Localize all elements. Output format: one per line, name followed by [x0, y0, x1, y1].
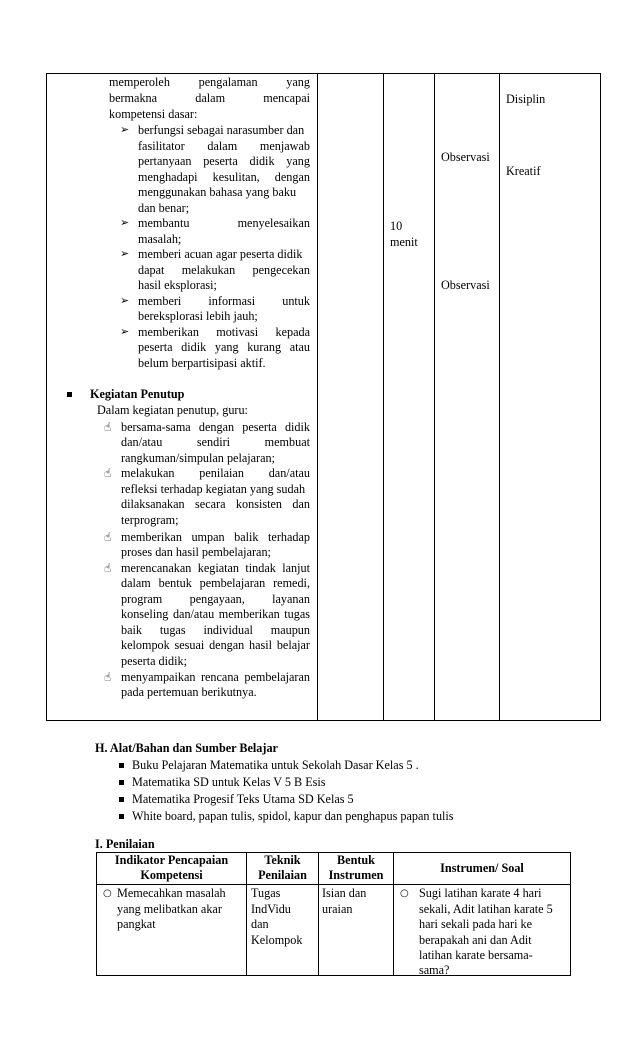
technique-observation: Observasi	[441, 278, 490, 292]
form-text: Isian dan	[322, 886, 367, 900]
resource-item: Matematika Progesif Teks Utama SD Kelas 5	[132, 792, 354, 806]
header-form: Instrumen	[328, 868, 384, 882]
question-text: latihan karate bersama-	[419, 948, 533, 962]
list-item: dapat melakukan pengecekan	[138, 263, 310, 277]
arrow-bullet-icon: ➢	[120, 295, 130, 307]
square-bullet-icon	[119, 763, 124, 768]
list-item: dan/atau sendiri membuat	[121, 435, 310, 449]
list-item: konseling dan/atau memberikan tugas	[121, 607, 310, 621]
indicator-text: pangkat	[117, 917, 156, 931]
hand-bullet-icon: ☝	[104, 670, 112, 684]
resource-item: Buku Pelajaran Matematika untuk Sekolah Dasar Kelas 5 .	[132, 758, 419, 772]
question-text: Sugi latihan karate 4 hari	[419, 886, 542, 900]
square-bullet-icon	[119, 814, 124, 819]
list-item: fasilitator dalam menjawab	[138, 139, 310, 153]
list-item: proses dan hasil pembelajaran;	[121, 545, 271, 559]
list-item: dilaksanakan secara konsisten dan	[121, 497, 310, 511]
header-indicator: Kompetensi	[140, 868, 203, 882]
closing-title: Kegiatan Penutup	[90, 387, 185, 401]
technique-text: Kelompok	[251, 933, 303, 947]
header-indicator: Indikator Pencapaian	[114, 853, 229, 867]
question-text: sama?	[419, 963, 450, 977]
technique-observation: Observasi	[441, 150, 490, 164]
list-item: masalah;	[138, 232, 182, 246]
list-item: memberikan motivasi kepada	[138, 325, 310, 339]
header-question: Instrumen/ Soal	[440, 861, 524, 875]
technique-text: dan	[251, 917, 269, 931]
list-item: baik tugas individual maupun	[121, 623, 310, 637]
circle-bullet-icon: ○	[103, 888, 112, 899]
technique-text: Tugas	[251, 886, 281, 900]
resource-item: White board, papan tulis, spidol, kapur dan penghapus papan tulis	[132, 809, 454, 823]
character-value: Kreatif	[506, 164, 541, 178]
list-item: merencanakan kegiatan tindak lanjut	[121, 561, 310, 575]
list-item: membantu menyelesaikan	[138, 216, 310, 230]
list-item: belum berpartisipasi aktif.	[138, 356, 266, 370]
hand-bullet-icon: ☝	[104, 466, 112, 480]
list-item: memberi acuan agar peserta didik	[138, 247, 303, 261]
square-bullet-icon	[119, 797, 124, 802]
time-value: 10	[390, 219, 403, 233]
list-item: memberi informasi untuk	[138, 294, 310, 308]
header-technique: Penilaian	[258, 868, 307, 882]
hand-bullet-icon: ☝	[104, 561, 112, 575]
list-item: pada pertemuan berikutnya.	[121, 685, 257, 699]
list-item: menggunakan bahasa yang baku	[138, 185, 297, 199]
closing-intro: Dalam kegiatan penutup, guru:	[97, 403, 248, 417]
list-item: bereksplorasi lebih jauh;	[138, 309, 258, 323]
hand-bullet-icon: ☝	[104, 420, 112, 434]
question-text: hari sekali pada hari ke	[419, 917, 533, 931]
arrow-bullet-icon: ➢	[120, 124, 130, 136]
indicator-text: yang melibatkan akar	[117, 902, 222, 916]
list-item: terprogram;	[121, 513, 179, 527]
header-technique: Teknik	[264, 853, 301, 867]
header-form: Bentuk	[337, 853, 375, 867]
list-item: dalam bentuk pembelajaran remedi,	[121, 576, 310, 590]
circle-bullet-icon: ○	[400, 888, 409, 899]
character-value: Disiplin	[506, 92, 546, 106]
activity-line: bermakna dalam mencapai	[109, 91, 310, 105]
list-item: melakukan penilaian dan/atau	[121, 466, 310, 480]
time-unit: menit	[390, 235, 418, 249]
list-item: peserta didik;	[121, 654, 187, 668]
list-item: dan benar;	[138, 201, 190, 215]
list-item: hasil eksplorasi;	[138, 278, 217, 292]
question-text: sekali, Adit latihan karate 5	[419, 902, 553, 916]
list-item: refleksi terhadap kegiatan yang sudah	[121, 482, 306, 496]
form-text: uraian	[322, 902, 353, 916]
arrow-bullet-icon: ➢	[120, 248, 130, 260]
activity-line: memperoleh pengalaman yang	[109, 75, 310, 89]
arrow-bullet-icon: ➢	[120, 326, 130, 338]
list-item: menyampaikan rencana pembelajaran	[121, 670, 310, 684]
list-item: pertanyaan peserta didik yang	[138, 154, 310, 168]
list-item: memberikan umpan balik terhadap	[121, 530, 310, 544]
square-bullet-icon	[67, 392, 72, 397]
list-item: kelompok sesuai dengan hasil belajar	[121, 638, 310, 652]
square-bullet-icon	[119, 780, 124, 785]
technique-text: IndVidu	[251, 902, 291, 916]
resource-item: Matematika SD untuk Kelas V 5 B Esis	[132, 775, 326, 789]
hand-bullet-icon: ☝	[104, 530, 112, 544]
list-item: bersama-sama dengan peserta didik	[121, 420, 310, 434]
list-item: program pengayaan, layanan	[121, 592, 310, 606]
list-item: berfungsi sebagai narasumber dan	[138, 123, 305, 137]
arrow-bullet-icon: ➢	[120, 217, 130, 229]
list-item: rangkuman/simpulan pelajaran;	[121, 451, 275, 465]
section-i-heading: I. Penilaian	[95, 837, 155, 851]
indicator-text: Memecahkan masalah	[117, 886, 226, 900]
section-h-heading: H. Alat/Bahan dan Sumber Belajar	[95, 741, 278, 755]
question-text: berapakah ani dan Adit	[419, 933, 532, 947]
list-item: peserta didik yang kurang atau	[138, 340, 310, 354]
activity-line: kompetensi dasar:	[109, 107, 198, 121]
list-item: menghadapi kesulitan, dengan	[138, 170, 310, 184]
